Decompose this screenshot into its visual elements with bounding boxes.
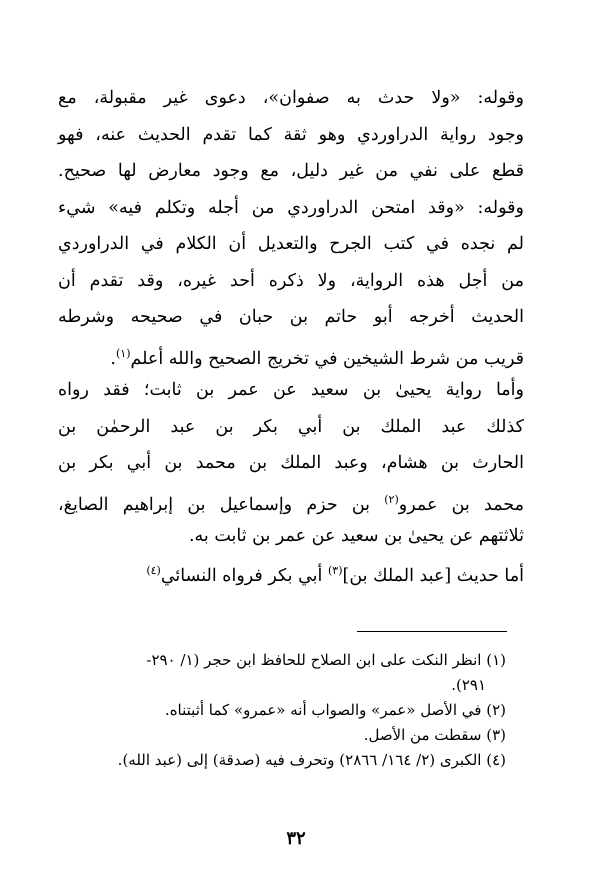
text-fragment: محمد بن عمرو (398, 494, 524, 515)
footnote-ref-4: (٤) (146, 564, 161, 577)
text-line-with-ref (58, 482, 524, 519)
text-line: الحديث أخرجه أبو حاتم بن حبان في صحيحه وشرطه (58, 307, 524, 327)
text-line: من أجل هذه الرواية، ولا ذكره أحد غيره، وقد تقدم أن (58, 270, 524, 291)
footnote-3: (٣) سقطت من الأصل. (363, 726, 506, 744)
footnote-separator (357, 631, 507, 632)
text-fragment: قريب من شرط الشيخين في تخريج الصحيح والله أعلم (130, 348, 524, 369)
text-line-with-refs (58, 553, 524, 590)
text-fragment: أما حديث [عبد الملك بن] (342, 566, 524, 586)
text-line-last: ثلاثتهم عن يحيىٰ بن سعيد عن عمر بن ثابت به. (188, 526, 524, 546)
footnotes (74, 648, 506, 773)
text-fragment: أبي بكر فرواه النسائي (160, 566, 328, 586)
footnote-ref-2: (٢) (384, 492, 399, 506)
paragraph-2 (58, 372, 524, 555)
text-line: الحارث بن هشام، وعبد الملك بن محمد بن أبي بكر بن (58, 453, 524, 473)
text-fragment: . (110, 348, 116, 369)
text-line: وأما رواية يحيىٰ بن سعيد عن عمر بن ثابت؛ فقد رواه (58, 380, 524, 400)
paragraph-1 (58, 80, 524, 372)
footnote-ref-3: (٣) (327, 564, 343, 577)
text-line: وقوله: «ولا حدث به صفوان»، دعوى غير مقبولة، مع (58, 88, 524, 108)
closing-paragraph (58, 553, 524, 590)
text-line: لم نجده في كتب الجرح والتعديل أن الكلام في الدراوردي (58, 234, 524, 254)
text-line: وقوله: «وقد امتحن الدراوردي من أجله وتكلم فيه» شيء (58, 197, 524, 218)
footnote-ref-1: (١) (115, 346, 131, 360)
text-fragment: بن حزم وإسماعيل بن إبراهيم الصايغ، (58, 494, 385, 515)
footnote-2: (٢) في الأصل «عمر» والصواب أنه «عمرو» كما أثبتناه. (164, 701, 506, 719)
footnote-1: (١) انظر النكت على ابن الصلاح للحافظ ابن حجر (١/ ٢٩٠- (146, 651, 506, 669)
footnote-4: (٤) الكبرى (٢/ ١٦٤/ ٢٨٦٦) وتحرف فيه (صدقة) إلى (عبد الله). (117, 751, 506, 769)
footnote-1-continued: ٢٩١). (451, 676, 486, 694)
text-line: كذلك عبد الملك بن أبي بكر بن عبد الرحمٰن بن (58, 416, 524, 437)
page-number: ٣٢ (286, 828, 306, 849)
text-line-last (58, 336, 524, 373)
text-line: وجود رواية الدراوردي وهو ثقة كما تقدم الحديث عنه، فهو (58, 124, 524, 145)
text-line: قطع على نفي من غير دليل، مع وجود معارض لها صحيح. (58, 161, 524, 181)
